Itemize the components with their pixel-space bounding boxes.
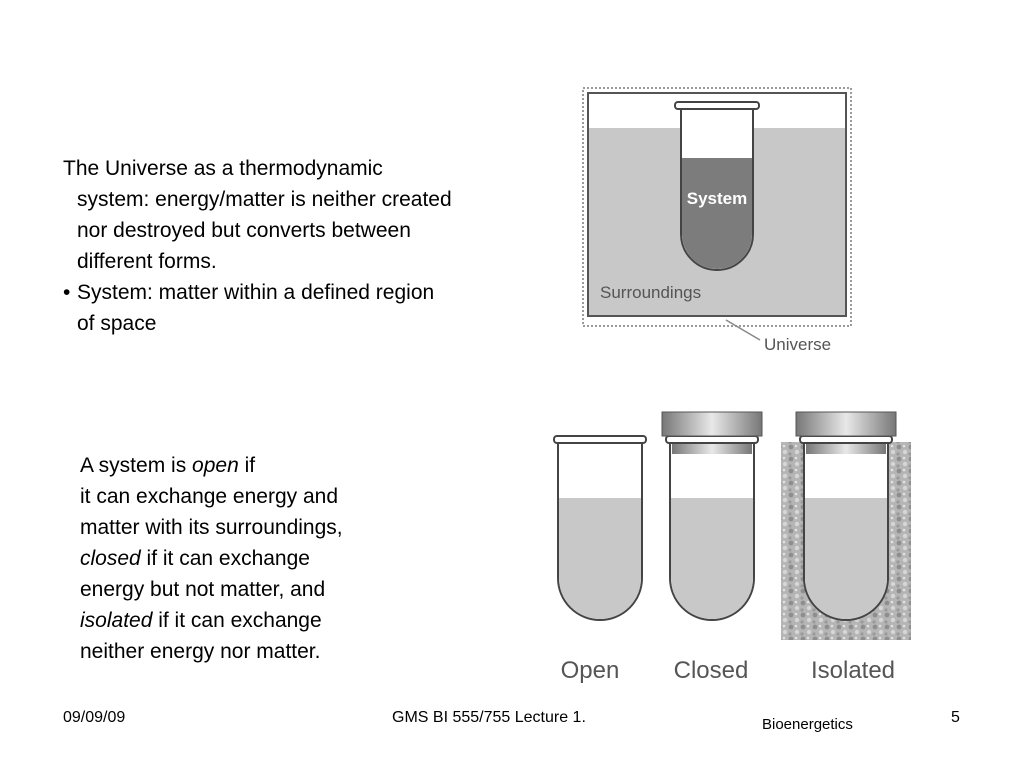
system-types-text — [80, 450, 420, 667]
footer-topic: Bioenergetics — [762, 716, 853, 733]
types-line-2: it can exchange energy and — [80, 485, 339, 508]
types-line-1 — [80, 450, 420, 481]
universe-diagram — [578, 84, 868, 364]
intro-line-4: different forms. — [77, 250, 217, 273]
bullet-item-system — [63, 277, 543, 308]
types-line-1-post: if — [238, 454, 256, 477]
footer-page-number: 5 — [951, 709, 960, 726]
surroundings-label: Surroundings — [600, 283, 702, 302]
bullet-marker: • — [63, 281, 71, 304]
closed-tube-stopper — [672, 444, 752, 454]
closed-label: Closed — [673, 657, 749, 684]
types-line-6 — [80, 605, 420, 636]
closed-tube — [662, 412, 762, 620]
intro-line-2: system: energy/matter is neither created — [77, 188, 452, 211]
system-label: System — [686, 189, 748, 208]
footer-date: 09/09/09 — [63, 709, 126, 726]
bullet-line-2: of space — [77, 312, 157, 335]
intro-line-3: nor destroyed but converts between — [77, 219, 411, 242]
types-line-4-post: if it can exchange — [140, 547, 310, 570]
isolated-tube-cap — [796, 412, 896, 436]
universe-label: Universe — [764, 335, 832, 354]
closed-tube-cap — [662, 412, 762, 436]
isolated-tube-stopper — [806, 444, 886, 454]
universe-pointer — [726, 320, 760, 340]
system-types-diagram — [548, 408, 918, 693]
types-line-1-pre: A system is — [80, 454, 193, 477]
open-term: open — [192, 454, 239, 477]
types-line-4 — [80, 543, 420, 574]
types-line-5: energy but not matter, and — [80, 578, 326, 601]
footer-course: GMS BI 555/755 Lecture 1. — [392, 709, 586, 726]
intro-text-block — [63, 153, 543, 339]
types-line-7: neither energy nor matter. — [80, 640, 321, 663]
open-label: Open — [560, 657, 620, 684]
isolated-tube — [781, 412, 911, 640]
bullet-line-1: System: matter within a defined region — [77, 281, 435, 304]
system-liquid — [682, 158, 752, 269]
isolated-label: Isolated — [810, 657, 896, 684]
isolated-term: isolated — [80, 609, 153, 632]
types-line-3: matter with its surroundings, — [80, 516, 343, 539]
open-tube — [554, 436, 646, 620]
types-line-6-post: if it can exchange — [152, 609, 322, 632]
system-tube-rim — [675, 102, 759, 109]
closed-term: closed — [80, 547, 141, 570]
intro-line-1: The Universe as a thermodynamic — [63, 157, 383, 180]
